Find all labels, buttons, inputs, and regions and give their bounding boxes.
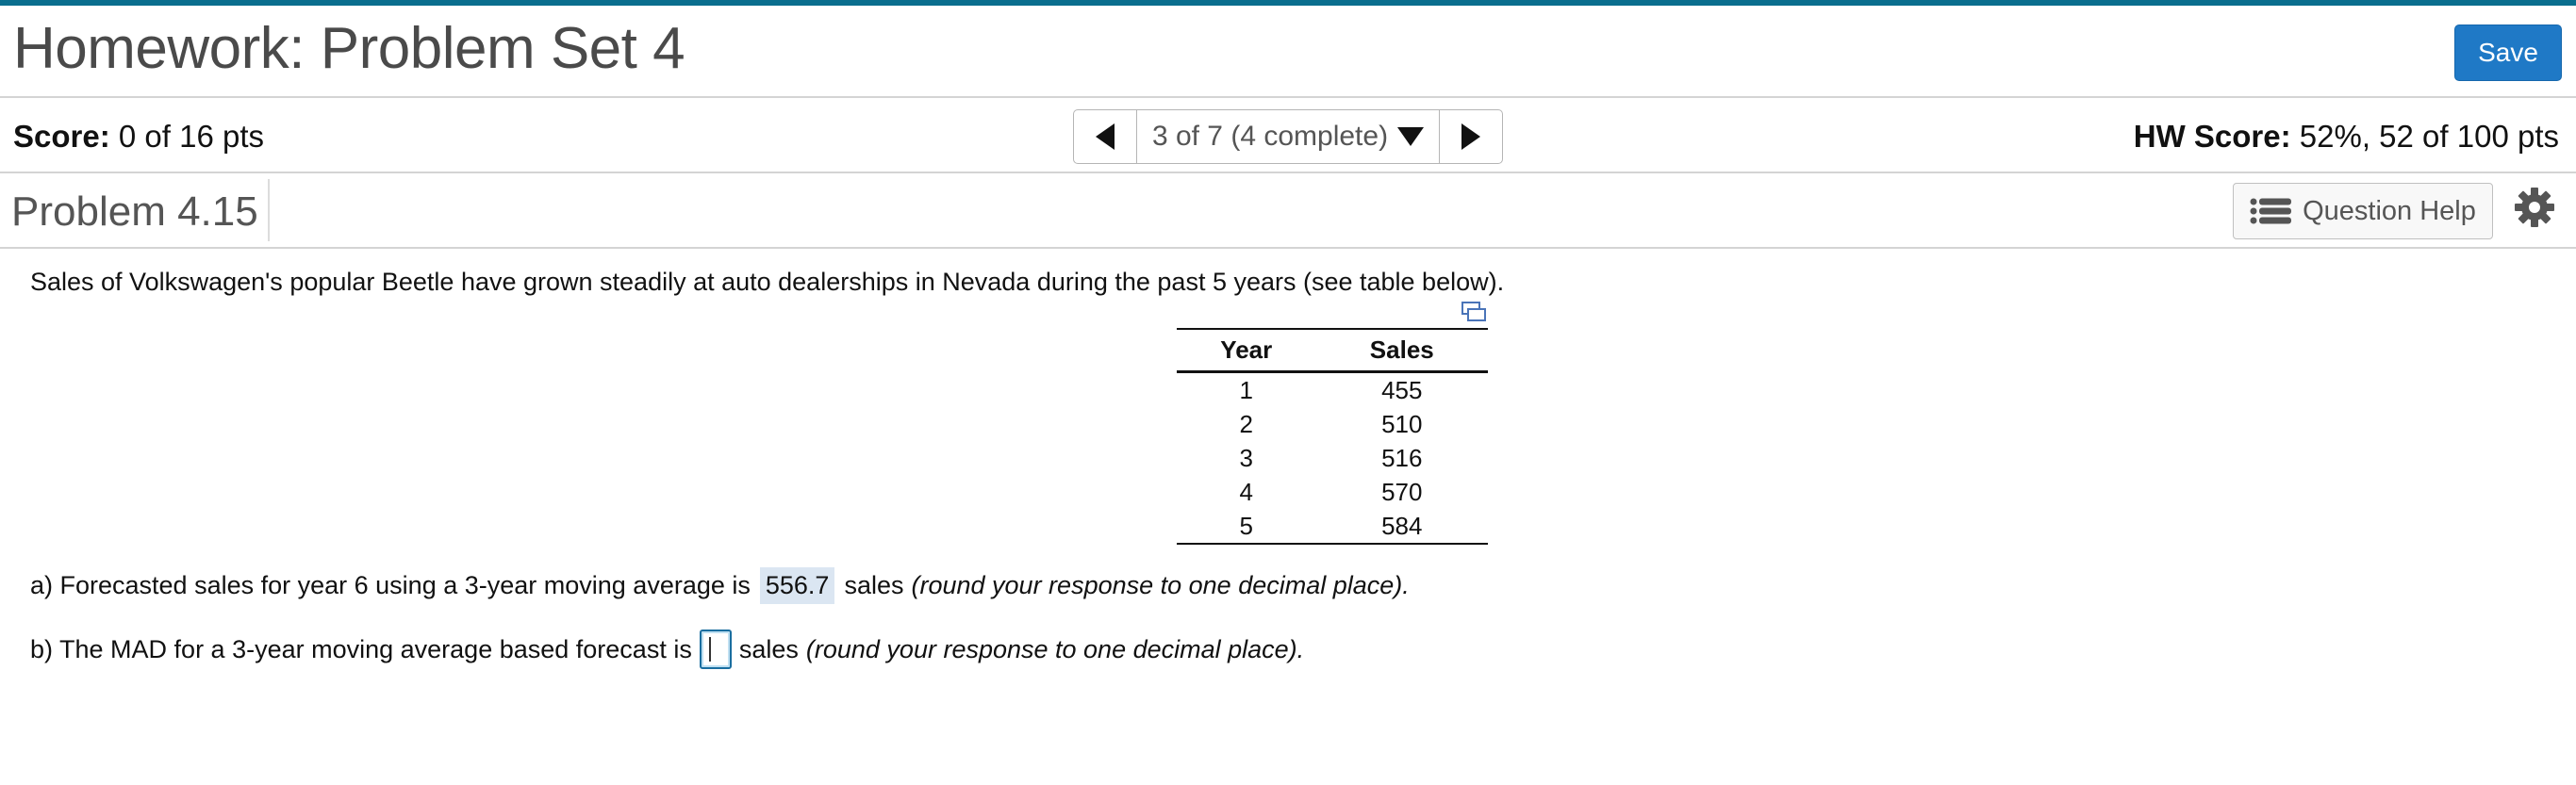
save-button[interactable]: Save xyxy=(2454,25,2562,81)
part-a-hint: (round your response to one decimal place). xyxy=(911,571,1410,599)
problem-bar xyxy=(0,173,2576,249)
previous-question-button[interactable] xyxy=(1074,110,1137,163)
question-help-button[interactable] xyxy=(2233,183,2493,239)
part-a-answer: 556.7 xyxy=(760,567,835,604)
part-b-suffix: sales xyxy=(738,634,799,663)
hw-score-value: 52%, 52 of 100 pts xyxy=(2299,119,2559,154)
divider xyxy=(268,179,270,241)
table-row xyxy=(1177,441,1488,475)
part-a-prefix: a) Forecasted sales for year 6 using a 3-year moving average is xyxy=(30,571,751,599)
problem-title: Problem 4.15 xyxy=(11,188,258,235)
part-b-hint: (round your response to one decimal place). xyxy=(805,634,1305,663)
copy-icon[interactable] xyxy=(1461,302,1486,322)
part-a xyxy=(30,567,1410,604)
sales-cell: 584 xyxy=(1316,509,1488,544)
column-header-year: Year xyxy=(1177,329,1316,372)
sales-cell: 570 xyxy=(1381,477,1423,506)
list-icon xyxy=(2250,197,2293,225)
triangle-left-icon xyxy=(1096,123,1115,150)
triangle-right-icon xyxy=(1461,123,1480,150)
question-text: Sales of Volkswagen's popular Beetle have grown steadily at auto dealerships in Nevada during the past 5 years (see table below). xyxy=(30,268,1505,296)
part-b xyxy=(30,630,1304,669)
question-help-label: Question Help xyxy=(2303,195,2476,226)
table-row xyxy=(1177,475,1488,509)
next-question-button[interactable] xyxy=(1439,110,1502,163)
score-bar xyxy=(0,98,2576,173)
hw-score xyxy=(2134,119,2559,155)
table-row xyxy=(1177,372,1488,408)
sales-cell: 455 xyxy=(1381,375,1423,404)
table-row xyxy=(1177,509,1488,544)
year-cell: 3 xyxy=(1239,443,1253,472)
year-cell: 1 xyxy=(1239,375,1253,404)
column-header-sales: Sales xyxy=(1316,329,1488,372)
question-navigator xyxy=(1073,109,1503,164)
triangle-down-icon xyxy=(1397,127,1424,146)
score-label: Score: xyxy=(13,119,110,154)
year-cell: 2 xyxy=(1239,409,1253,438)
gear-icon[interactable] xyxy=(2514,187,2555,228)
part-b-prefix: b) The MAD for a 3-year moving average based forecast is xyxy=(30,634,692,663)
question-select-value: 3 of 7 (4 complete) xyxy=(1151,121,1389,152)
year-cell: 4 xyxy=(1239,477,1253,506)
header xyxy=(0,6,2576,98)
text-caret xyxy=(709,637,711,662)
page-title: Homework: Problem Set 4 xyxy=(13,16,685,81)
year-cell: 5 xyxy=(1177,509,1316,544)
table-header-row xyxy=(1177,329,1488,372)
part-a-suffix: sales xyxy=(844,571,904,599)
score-value: 0 of 16 pts xyxy=(118,119,264,154)
sales-cell: 516 xyxy=(1381,443,1423,472)
question-select-dropdown[interactable] xyxy=(1137,110,1439,163)
sales-cell: 510 xyxy=(1381,409,1423,438)
sales-data-table xyxy=(1177,328,1488,545)
score xyxy=(13,119,264,155)
mad-answer-input[interactable] xyxy=(700,630,732,669)
table-row xyxy=(1177,407,1488,441)
hw-score-label: HW Score: xyxy=(2133,119,2291,154)
